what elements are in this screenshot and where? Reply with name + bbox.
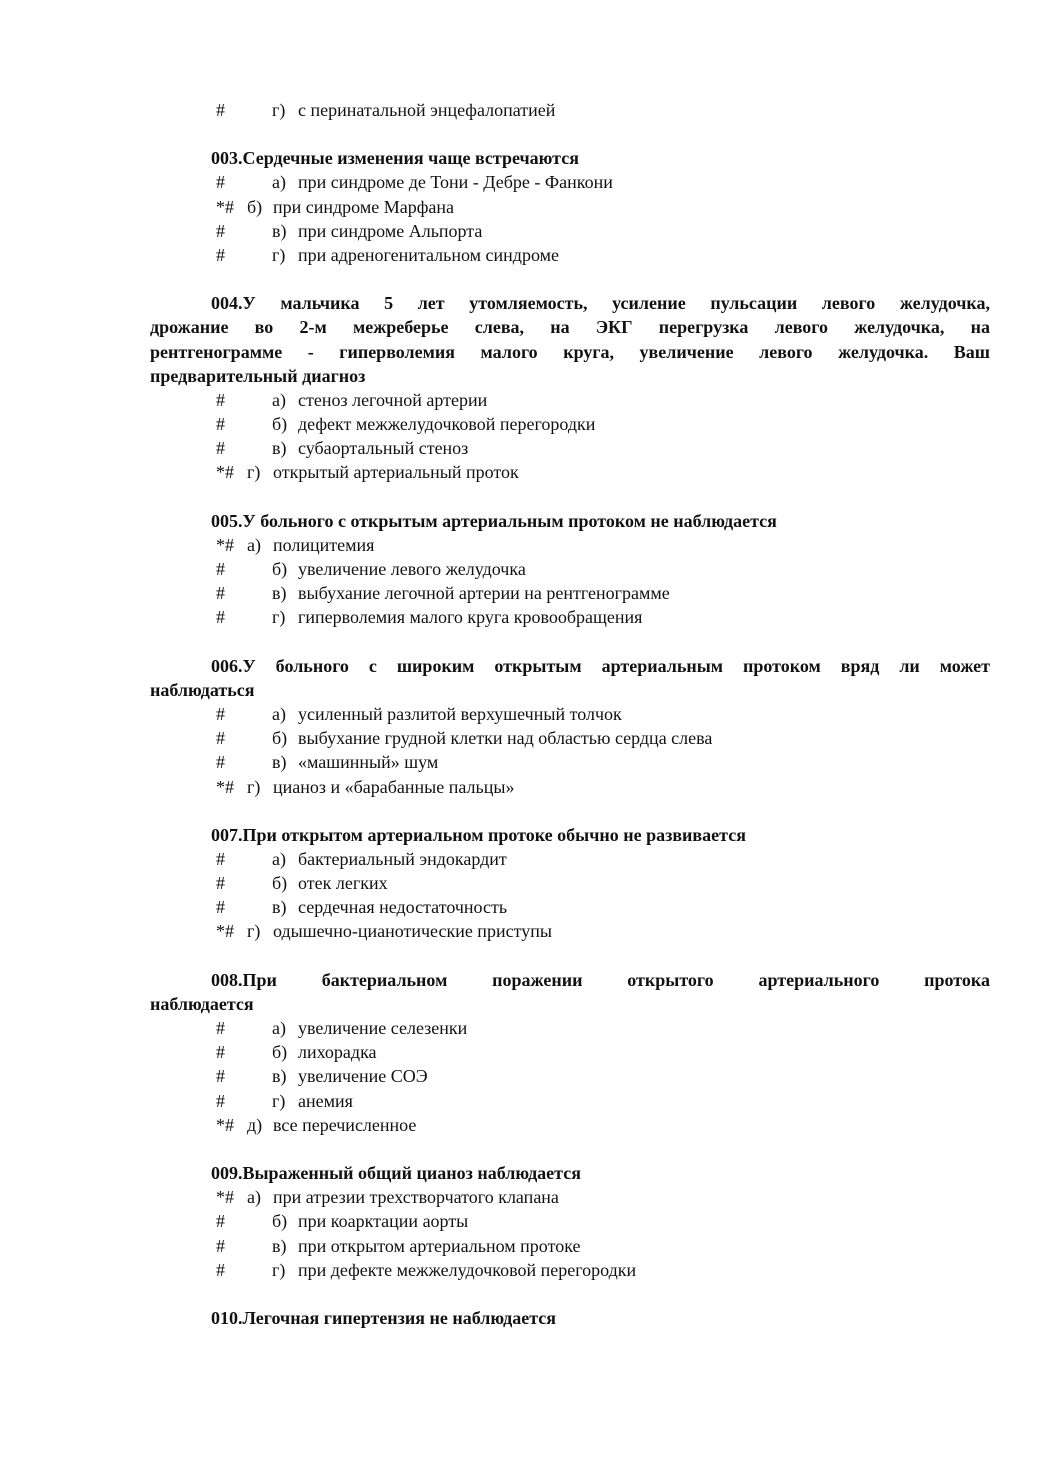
question-number: 009. bbox=[211, 1162, 243, 1183]
option-letter: г) bbox=[272, 607, 286, 628]
answer-option bbox=[150, 170, 990, 194]
question-text-line bbox=[150, 654, 990, 678]
answer-option-correct bbox=[150, 1185, 990, 1209]
answer-option bbox=[150, 605, 990, 629]
option-letter: г) bbox=[247, 462, 261, 483]
option-letter: б) bbox=[272, 414, 288, 435]
option-text: при открытом артериальном протоке bbox=[298, 1235, 581, 1256]
answer-option-correct bbox=[150, 195, 990, 219]
option-letter: б) bbox=[247, 196, 263, 217]
answer-option bbox=[150, 1258, 990, 1282]
option-letter: г) bbox=[272, 100, 286, 120]
option-letter: г) bbox=[247, 921, 261, 942]
option-text: сердечная недостаточность bbox=[298, 897, 508, 918]
option-letter: д) bbox=[247, 1114, 263, 1135]
question-text: Выраженный общий цианоз наблюдается bbox=[242, 1162, 581, 1183]
option-letter: в) bbox=[272, 752, 287, 773]
question-text-line bbox=[150, 291, 990, 315]
answer-option-correct bbox=[150, 1113, 990, 1137]
question-number: 004. bbox=[211, 293, 243, 314]
option-text: все перечисленное bbox=[273, 1114, 417, 1135]
option-letter: а) bbox=[272, 848, 286, 869]
question-block bbox=[150, 291, 990, 388]
answer-option bbox=[150, 1089, 990, 1113]
question-text: рентгенограмме - гиперволемия малого круга, увеличение левого желудочка. Ваш bbox=[150, 341, 990, 362]
option-text: увеличение СОЭ bbox=[298, 1066, 428, 1087]
option-mark: # bbox=[216, 1042, 225, 1063]
option-mark: # bbox=[216, 559, 225, 579]
option-mark: *# bbox=[216, 921, 234, 942]
option-mark: # bbox=[216, 414, 225, 435]
option-mark: # bbox=[216, 1090, 225, 1111]
answer-option bbox=[150, 219, 990, 243]
option-letter: в) bbox=[272, 1235, 287, 1256]
question-text: наблюдаться bbox=[150, 679, 255, 700]
question-text-line bbox=[150, 968, 990, 992]
option-text: стеноз легочной артерии bbox=[298, 389, 488, 410]
option-text: отек легких bbox=[298, 873, 388, 894]
option-letter: г) bbox=[272, 1259, 286, 1280]
option-mark: # bbox=[216, 873, 225, 894]
question-text-line bbox=[150, 1161, 990, 1185]
option-text: субаортальный стеноз bbox=[298, 438, 469, 459]
question-block bbox=[150, 146, 990, 170]
option-letter: г) bbox=[272, 244, 286, 265]
option-mark: # bbox=[216, 1018, 225, 1038]
option-letter: а) bbox=[247, 1187, 261, 1208]
question-block bbox=[150, 1161, 990, 1185]
option-text: усиленный разлитой верхушечный толчок bbox=[298, 703, 622, 724]
option-text: открытый артериальный проток bbox=[273, 462, 519, 483]
option-mark: *# bbox=[216, 196, 234, 217]
question-text: У больного с открытым артериальным протоком не наблюдается bbox=[242, 510, 777, 531]
option-text: при коарктации аорты bbox=[298, 1211, 469, 1232]
option-letter: в) bbox=[272, 583, 287, 604]
question-text: предварительный диагноз bbox=[150, 365, 366, 386]
option-text: гиперволемия малого круга кровообращения bbox=[298, 607, 643, 628]
option-text: при атрезии трехстворчатого клапана bbox=[273, 1187, 559, 1208]
answer-option-correct bbox=[150, 919, 990, 943]
option-mark: # bbox=[216, 703, 225, 724]
answer-option bbox=[150, 436, 990, 460]
option-mark: # bbox=[216, 1235, 225, 1256]
option-text: выбухание легочной артерии на рентгенограмме bbox=[298, 583, 670, 604]
question-number: 008. bbox=[211, 969, 243, 990]
option-letter: б) bbox=[272, 728, 288, 749]
answer-option bbox=[150, 1064, 990, 1088]
answer-option bbox=[150, 1234, 990, 1258]
option-text: при дефекте межжелудочковой перегородки bbox=[298, 1259, 637, 1280]
answer-option bbox=[150, 726, 990, 750]
test-questions bbox=[150, 98, 990, 1330]
option-mark: # bbox=[216, 752, 225, 773]
question-text-line bbox=[150, 992, 990, 1016]
option-mark: # bbox=[216, 100, 225, 120]
question-number: 005. bbox=[211, 510, 243, 531]
option-letter: а) bbox=[272, 389, 286, 410]
option-mark: # bbox=[216, 389, 225, 410]
option-letter: а) bbox=[272, 703, 286, 724]
answer-option bbox=[150, 895, 990, 919]
answer-option bbox=[150, 1209, 990, 1233]
answer-option bbox=[150, 702, 990, 726]
question-text-line bbox=[150, 678, 990, 702]
answer-option bbox=[150, 243, 990, 267]
question-text-line bbox=[150, 340, 990, 364]
answer-option bbox=[150, 871, 990, 895]
option-mark: *# bbox=[216, 776, 234, 797]
question-text-line bbox=[150, 364, 990, 388]
option-mark: # bbox=[216, 848, 225, 869]
answer-option bbox=[150, 847, 990, 871]
option-text: с перинатальной энцефалопатией bbox=[298, 100, 556, 120]
answer-option-correct bbox=[150, 775, 990, 799]
option-text: одышечно-цианотические приступы bbox=[273, 921, 552, 942]
answer-option-correct bbox=[150, 460, 990, 484]
option-mark: # bbox=[216, 607, 225, 628]
answer-option bbox=[150, 750, 990, 774]
option-mark: # bbox=[216, 1259, 225, 1280]
option-mark: # bbox=[216, 897, 225, 918]
answer-option bbox=[150, 412, 990, 436]
option-text: полицитемия bbox=[273, 534, 375, 555]
answer-option bbox=[150, 581, 990, 605]
question-number: 007. bbox=[211, 824, 243, 845]
question-text-line bbox=[150, 509, 990, 533]
option-mark: *# bbox=[216, 1187, 234, 1208]
option-text: увеличение левого желудочка bbox=[298, 559, 526, 579]
option-mark: # bbox=[216, 172, 225, 193]
question-number: 006. bbox=[211, 655, 243, 676]
question-block bbox=[150, 654, 990, 702]
question-block bbox=[150, 968, 990, 1016]
option-text: «машинный» шум bbox=[298, 752, 439, 773]
question-block bbox=[150, 823, 990, 847]
option-text: при синдроме Марфана bbox=[273, 196, 454, 217]
option-mark: # bbox=[216, 1066, 225, 1087]
answer-option-correct bbox=[150, 533, 990, 557]
option-letter: б) bbox=[272, 559, 288, 579]
question-block bbox=[150, 509, 990, 533]
option-mark: # bbox=[216, 1211, 225, 1232]
question-text: Сердечные изменения чаще встречаются bbox=[242, 148, 579, 169]
option-text: при синдроме Альпорта bbox=[298, 220, 483, 241]
option-mark: # bbox=[216, 728, 225, 749]
question-text: дрожание во 2-м межреберье слева, на ЭКГ перегрузка левого желудочка, на bbox=[150, 317, 990, 338]
option-mark: *# bbox=[216, 462, 234, 483]
question-text: У больного с широким открытым артериальным протоком вряд ли может bbox=[242, 655, 990, 676]
question-text-line bbox=[150, 146, 990, 170]
question-text-line bbox=[150, 315, 990, 339]
option-letter: а) bbox=[272, 172, 286, 193]
question-text: При открытом артериальном протоке обычно не развивается bbox=[242, 824, 746, 845]
option-text: увеличение селезенки bbox=[298, 1018, 468, 1038]
option-mark: # bbox=[216, 220, 225, 241]
answer-option bbox=[150, 388, 990, 412]
question-text: При бактериальном поражении открытого артериального протока bbox=[242, 969, 990, 990]
option-letter: г) bbox=[272, 1090, 286, 1111]
question-text: Легочная гипертензия не наблюдается bbox=[242, 1307, 557, 1328]
option-text: дефект межжелудочковой перегородки bbox=[298, 414, 596, 435]
option-letter: в) bbox=[272, 220, 287, 241]
question-block bbox=[150, 1306, 990, 1330]
option-text: при синдроме де Тони - Дебре - Фанкони bbox=[298, 172, 613, 193]
option-text: цианоз и «барабанные пальцы» bbox=[273, 776, 515, 797]
option-letter: в) bbox=[272, 897, 287, 918]
option-text: при адреногенитальном синдроме bbox=[298, 244, 559, 265]
option-mark: *# bbox=[216, 1114, 234, 1135]
answer-option bbox=[150, 98, 990, 122]
answer-option bbox=[150, 557, 990, 581]
answer-option bbox=[150, 1040, 990, 1064]
option-letter: а) bbox=[272, 1018, 286, 1038]
question-text: У мальчика 5 лет утомляемость, усиление пульсации левого желудочка, bbox=[242, 293, 990, 314]
option-text: лихорадка bbox=[298, 1042, 377, 1063]
option-text: выбухание грудной клетки над областью сердца слева bbox=[298, 728, 713, 749]
option-letter: в) bbox=[272, 438, 287, 459]
question-text: наблюдается bbox=[150, 993, 254, 1014]
option-mark: # bbox=[216, 244, 225, 265]
option-letter: б) bbox=[272, 873, 288, 894]
question-text-line bbox=[150, 823, 990, 847]
option-text: анемия bbox=[298, 1090, 353, 1111]
option-letter: а) bbox=[247, 534, 261, 555]
option-letter: г) bbox=[247, 776, 261, 797]
option-letter: в) bbox=[272, 1066, 287, 1087]
option-letter: б) bbox=[272, 1042, 288, 1063]
option-mark: # bbox=[216, 438, 225, 459]
question-number: 010. bbox=[211, 1307, 243, 1328]
option-mark: *# bbox=[216, 534, 234, 555]
option-letter: б) bbox=[272, 1211, 288, 1232]
question-number: 003. bbox=[211, 148, 243, 169]
option-mark: # bbox=[216, 583, 225, 604]
answer-option bbox=[150, 1016, 990, 1040]
question-text-line bbox=[150, 1306, 990, 1330]
option-text: бактериальный эндокардит bbox=[298, 848, 507, 869]
